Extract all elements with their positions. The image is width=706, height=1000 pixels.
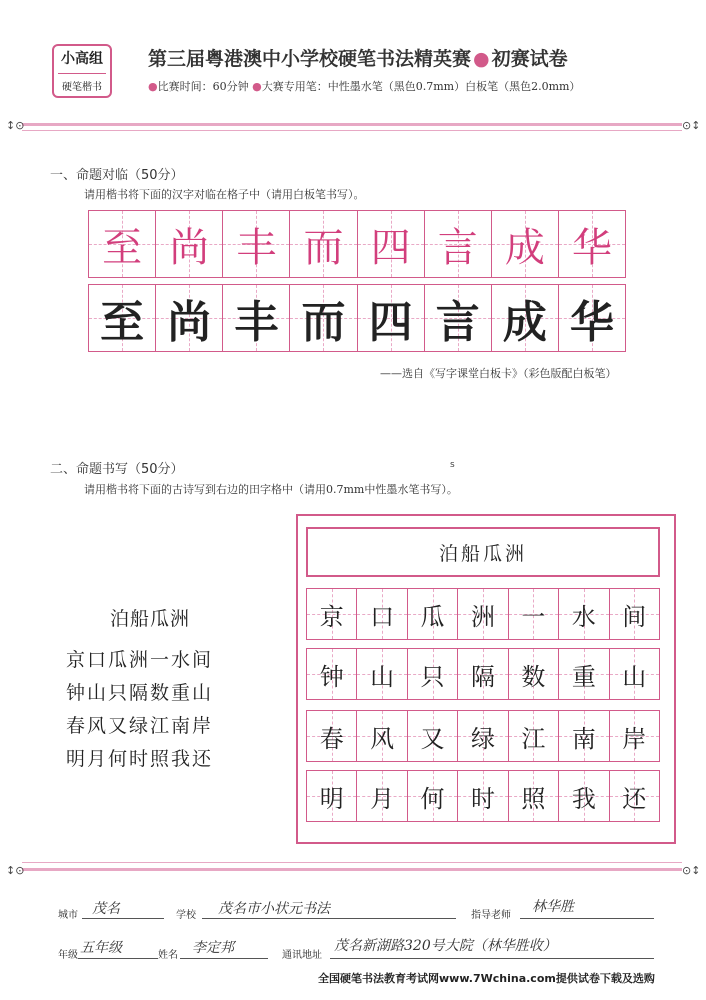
exam-time: 比赛时间：60分钟: [157, 80, 249, 93]
model-cell-char: 丰: [234, 297, 279, 348]
answer-cell-char: 京: [319, 602, 344, 631]
answer-cell: [559, 589, 609, 639]
right-arrow-icon: ⊙↕: [682, 119, 701, 132]
poem-line: 明月何时照我还: [66, 748, 214, 770]
answer-cell: [357, 589, 407, 639]
answer-cell: [610, 711, 659, 761]
section1-instruction: 请用楷书将下面的汉字对临在格子中（请用白板笔书写）。: [84, 188, 365, 201]
footer-divider: [22, 868, 682, 871]
copy-cell-char: 成: [504, 224, 545, 271]
teacher-label: 指导老师: [471, 910, 511, 921]
answer-cell: [610, 649, 659, 699]
copy-cell-char: 至: [102, 224, 143, 271]
copy-cell-char: 丰: [236, 224, 277, 271]
answer-cell-char: 岸: [622, 724, 647, 753]
answer-cell-char: 隔: [470, 662, 495, 691]
answer-cell: [408, 649, 458, 699]
address-line: [330, 958, 654, 959]
answer-cell-char: 数: [521, 662, 546, 691]
answer-cell: [307, 589, 357, 639]
left-arrow-icon: ↕⊙: [6, 119, 25, 132]
model-cell-char: 而: [301, 297, 346, 348]
answer-cell: [307, 711, 357, 761]
model-cell-char: 四: [368, 297, 413, 348]
model-cell: [156, 285, 223, 351]
answer-cell: [559, 771, 609, 821]
group-badge: [52, 44, 112, 98]
answer-cell-char: 明: [319, 784, 344, 813]
badge-group-label: 小高组: [61, 51, 103, 67]
name-value: 李定邦: [192, 940, 234, 956]
city-label: 城市: [58, 910, 78, 921]
answer-title: 泊船瓜洲: [438, 542, 527, 565]
left-arrow-icon: ↕⊙: [6, 864, 25, 877]
answer-cell-char: 春: [319, 724, 344, 753]
model-cell: [89, 285, 156, 351]
answer-cell-char: 照: [521, 784, 546, 813]
title-sub: 初赛试卷: [491, 48, 568, 70]
footer-text: 全国硬笔书法教育考试网www.7Wchina.com提供试卷下载及选购: [318, 972, 655, 985]
model-cell-char: 言: [435, 297, 480, 348]
answer-cell-char: 又: [420, 724, 445, 753]
answer-title-box: [306, 527, 660, 577]
model-cell: [223, 285, 290, 351]
address-value: 茂名新湖路320号大院（林华胜收）: [334, 938, 557, 954]
bullet-icon: ●: [252, 80, 262, 93]
grade-line: [78, 958, 158, 959]
answer-cell-char: 风: [370, 724, 395, 753]
city-line: [82, 918, 164, 919]
header-divider: [22, 123, 682, 126]
answer-cell-char: 水: [571, 602, 596, 631]
section2-title: 二、命题书写（50分）: [50, 462, 184, 477]
school-value: 茂名市小状元书法: [218, 901, 330, 917]
copy-cell: [492, 211, 559, 277]
teacher-value: 林华胜: [532, 899, 574, 915]
answer-cell-char: 重: [571, 662, 596, 691]
answer-cell: [559, 711, 609, 761]
copy-cell: [223, 211, 290, 277]
answer-cell: [559, 649, 609, 699]
copy-cell: [290, 211, 357, 277]
exam-info: [148, 78, 580, 94]
copy-cell: [89, 211, 156, 277]
grade-label: 年级: [58, 950, 78, 961]
copy-cell-char: 四: [370, 224, 411, 271]
answer-cell: [509, 649, 559, 699]
answer-grid-row: [306, 588, 660, 640]
title-main: 第三届粤港澳中小学校硬笔书法精英赛: [148, 48, 472, 70]
poem-line: 京口瓜洲一水间: [66, 649, 214, 671]
answer-cell: [357, 711, 407, 761]
answer-cell: [458, 771, 508, 821]
copy-cell-char: 华: [571, 224, 612, 271]
name-line: [180, 958, 268, 959]
page-mark: s: [450, 460, 455, 470]
poem-line: 春风又绿江南岸: [66, 715, 214, 737]
answer-cell-char: 南: [571, 724, 596, 753]
model-grid-row: [88, 284, 626, 352]
copy-cell: [156, 211, 223, 277]
copy-cell-char: 而: [303, 224, 344, 271]
copy-grid-row: [88, 210, 626, 278]
badge-category-label: 硬笔楷书: [62, 82, 102, 93]
name-label: 姓名: [158, 950, 178, 961]
city-value: 茂名: [92, 901, 120, 917]
answer-cell-char: 钟: [319, 662, 344, 691]
copy-cell: [358, 211, 425, 277]
source-note: ——选自《写字课堂白板卡》（彩色版配白板笔）: [380, 367, 617, 380]
model-cell: [559, 285, 625, 351]
answer-cell-char: 瓜: [420, 602, 445, 631]
title-dot: ●: [473, 48, 490, 70]
answer-cell: [458, 649, 508, 699]
model-cell: [425, 285, 492, 351]
answer-cell-char: 还: [622, 784, 647, 813]
model-cell-char: 至: [100, 297, 145, 348]
section1-title: 一、命题对临（50分）: [50, 168, 184, 183]
model-cell-char: 成: [502, 297, 547, 348]
answer-cell-char: 何: [420, 784, 445, 813]
exam-pen: 大赛专用笔：中性墨水笔（黑色0.7mm）白板笔（黑色2.0mm）: [261, 80, 581, 93]
copy-cell-char: 言: [437, 224, 478, 271]
address-label: 通讯地址: [282, 950, 322, 961]
copy-cell: [559, 211, 625, 277]
answer-cell: [357, 649, 407, 699]
model-cell-char: 尚: [167, 297, 212, 348]
section2-instruction: 请用楷书将下面的古诗写到右边的田字格中（请用0.7mm中性墨水笔书写）。: [84, 483, 458, 496]
answer-cell: [509, 711, 559, 761]
answer-cell-char: 山: [370, 662, 395, 691]
answer-grid-row: [306, 770, 660, 822]
page-title: [148, 44, 568, 71]
school-line: [202, 918, 456, 919]
model-cell-char: 华: [569, 297, 614, 348]
model-cell: [358, 285, 425, 351]
teacher-line: [520, 918, 654, 919]
poem-line: 钟山只隔数重山: [66, 682, 214, 704]
answer-cell-char: 洲: [470, 602, 495, 631]
answer-cell-char: 一: [521, 602, 546, 631]
model-cell: [492, 285, 559, 351]
answer-grid-row: [306, 648, 660, 700]
answer-cell-char: 江: [521, 724, 546, 753]
badge-divider: [58, 73, 106, 74]
answer-cell: [610, 771, 659, 821]
answer-cell: [610, 589, 659, 639]
answer-cell: [458, 589, 508, 639]
answer-cell-char: 口: [370, 602, 395, 631]
answer-cell-char: 我: [571, 784, 596, 813]
model-cell: [290, 285, 357, 351]
copy-cell-char: 尚: [169, 224, 210, 271]
answer-cell: [408, 771, 458, 821]
answer-cell: [357, 771, 407, 821]
answer-cell: [458, 711, 508, 761]
copy-cell: [425, 211, 492, 277]
right-arrow-icon: ⊙↕: [682, 864, 701, 877]
header-divider-thin: [22, 130, 682, 131]
grade-value: 五年级: [80, 940, 122, 956]
answer-cell-char: 只: [420, 662, 445, 691]
answer-cell-char: 月: [370, 784, 395, 813]
footer-divider-thin: [22, 862, 682, 863]
answer-cell-char: 时: [470, 784, 495, 813]
answer-cell-char: 山: [622, 662, 647, 691]
answer-cell: [307, 771, 357, 821]
bullet-icon: ●: [148, 80, 158, 93]
answer-cell: [307, 649, 357, 699]
answer-grid-row: [306, 710, 660, 762]
answer-cell: [509, 771, 559, 821]
answer-cell-char: 间: [622, 602, 647, 631]
poem-title: 泊船瓜洲: [110, 608, 191, 630]
school-label: 学校: [176, 910, 196, 921]
answer-cell-char: 绿: [470, 724, 495, 753]
answer-cell: [408, 711, 458, 761]
answer-cell: [509, 589, 559, 639]
answer-cell: [408, 589, 458, 639]
